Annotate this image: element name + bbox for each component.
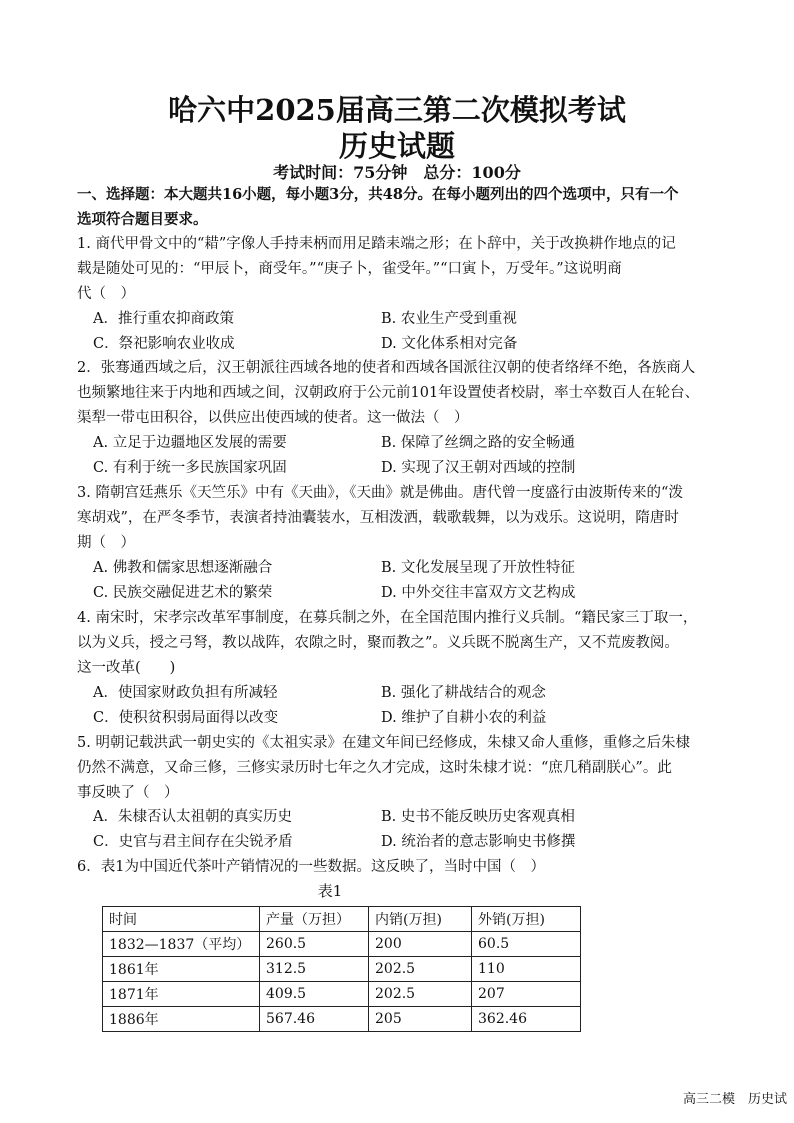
table-cell: 60.5	[472, 932, 581, 957]
question-5-line: 仍然不满意，又命三修，三修实录历时七年之久才完成，这时朱棣才说：“庶几稍副朕心”。此	[77, 760, 672, 776]
question-3-option-b: B. 文化发展呈现了开放性特征	[381, 560, 575, 576]
question-3-line: 3. 隋朝宫廷燕乐《天竺乐》中有《天曲》，《天曲》就是佛曲。唐代曾一度盛行由波斯传来的“泼	[77, 485, 683, 501]
exam-title: 哈六中2025届高三第二次模拟考试	[168, 93, 626, 127]
table-cell: 567.46	[260, 1007, 369, 1032]
exam-info: 考试时间：75分钟 总分：100分	[273, 163, 521, 182]
table-cell: 202.5	[369, 957, 472, 982]
page-footer: 高三二模 历史试	[683, 1092, 788, 1107]
table-header-cell: 外销(万担)	[472, 907, 581, 932]
table-cell: 260.5	[260, 932, 369, 957]
question-1-line: 载是随处可见的：“甲辰卜，商受年。”“庚子卜，雀受年。”“口寅卜，万受年。”这说明商	[77, 261, 622, 277]
table-cell: 362.46	[472, 1007, 581, 1032]
question-4-line: 这一改革( )	[77, 660, 176, 676]
tea-data-table	[102, 906, 581, 1032]
question-3-option-c: C. 民族交融促进艺术的繁荣	[93, 585, 273, 601]
question-5-option-c: C．史官与君主间存在尖锐矛盾	[93, 834, 293, 850]
question-5-option-b: B. 史书不能反映历史客观真相	[381, 809, 575, 825]
question-2-line: 2．张骞通西域之后，汉王朝派往西域各地的使者和西域各国派往汉朝的使者络绎不绝，各族商人	[77, 360, 696, 376]
table-row	[103, 957, 581, 982]
table-cell: 1871年	[103, 982, 260, 1007]
table-cell: 312.5	[260, 957, 369, 982]
table-cell: 1832—1837（平均）	[103, 932, 260, 957]
question-2-option-d: D. 实现了汉王朝对西域的控制	[381, 460, 576, 476]
section-heading	[77, 182, 773, 232]
question-2-option-c: C. 有利于统一多民族国家巩固	[93, 460, 287, 476]
question-3-option-a: A. 佛教和儒家思想逐渐融合	[93, 560, 273, 576]
table-cell: 1861年	[103, 957, 260, 982]
question-5-option-d: D. 统治者的意志影响史书修撰	[381, 834, 576, 850]
question-1-option-d: D. 文化体系相对完备	[381, 336, 518, 352]
question-6-line: 6．表1为中国近代茶叶产销情况的一些数据。这反映了，当时中国（ ）	[77, 859, 545, 875]
section-heading-line: 一、选择题：本大题共16小题，每小题3分，共48分。在每小题列出的四个选项中，只有一个	[77, 186, 679, 203]
table-cell: 207	[472, 982, 581, 1007]
table-row	[103, 932, 581, 957]
table-row	[103, 1007, 581, 1032]
table-header-row	[103, 907, 581, 932]
table-cell: 202.5	[369, 982, 472, 1007]
question-3-option-d: D. 中外交往丰富双方文艺构成	[381, 585, 576, 601]
question-2-option-b: B. 保障了丝绸之路的安全畅通	[381, 435, 575, 451]
table-cell: 200	[369, 932, 472, 957]
table-cell: 1886年	[103, 1007, 260, 1032]
table-header-cell: 内销(万担)	[369, 907, 472, 932]
question-4-line: 以为义兵，授之弓弩，教以战阵，农隙之时，聚而教之”。义兵既不脱离生产，又不荒废教阅。	[77, 635, 679, 651]
question-2-option-a: A. 立足于边疆地区发展的需要	[93, 435, 287, 451]
question-1-option-c: C．祭祀影响农业收成	[93, 336, 235, 352]
question-4-option-a: A．使国家财政负担有所减轻	[93, 685, 278, 701]
table-header-cell: 产量（万担）	[260, 907, 369, 932]
question-2-line: 也频繁地往来于内地和西域之间，汉朝政府于公元前101年设置使者校尉，率士卒数百人在轮台、	[77, 385, 700, 401]
question-4-line: 4. 南宋时，宋孝宗改革军事制度，在募兵制之外，在全国范围内推行义兵制。“籍民家三丁取一，	[77, 610, 698, 626]
question-3-line: 期（ ）	[77, 535, 135, 551]
table-caption: 表1	[317, 882, 343, 900]
question-5-line: 事反映了（ ）	[77, 785, 179, 801]
question-1-line: 1. 商代甲骨文中的“耤”字像人手持耒柄而用足踏耒端之形；在卜辞中，关于改换耕作地点的记	[77, 236, 676, 252]
question-1-line: 代（ ）	[77, 286, 135, 302]
question-4-option-b: B. 强化了耕战结合的观念	[381, 685, 546, 701]
question-4-option-c: C．使积贫积弱局面得以改变	[93, 710, 279, 726]
question-5-line: 5. 明朝记载洪武一朝史实的《太祖实录》在建文年间已经修成，朱棣又命人重修，重修之后朱棣	[77, 735, 690, 751]
table-cell: 110	[472, 957, 581, 982]
table-row	[103, 982, 581, 1007]
table-header-cell: 时间	[103, 907, 260, 932]
section-heading-line: 选项符合题目要求。	[77, 211, 208, 228]
question-4-option-d: D. 维护了自耕小农的利益	[381, 710, 547, 726]
question-3-line: 寒胡戏”，在严冬季节，表演者持油囊装水，互相泼洒，载歌载舞，以为戏乐。这说明，隋唐时	[77, 510, 679, 526]
question-5-option-a: A．朱棣否认太祖朝的真实历史	[93, 809, 292, 825]
table-cell: 205	[369, 1007, 472, 1032]
subject-title: 历史试题	[338, 129, 455, 163]
question-2-line: 渠犁一带屯田积谷，以供应出使西域的使者。这一做法（ ）	[77, 410, 469, 426]
question-1-option-b: B. 农业生产受到重视	[381, 311, 517, 327]
table-cell: 409.5	[260, 982, 369, 1007]
question-1-option-a: A．推行重农抑商政策	[93, 311, 234, 327]
